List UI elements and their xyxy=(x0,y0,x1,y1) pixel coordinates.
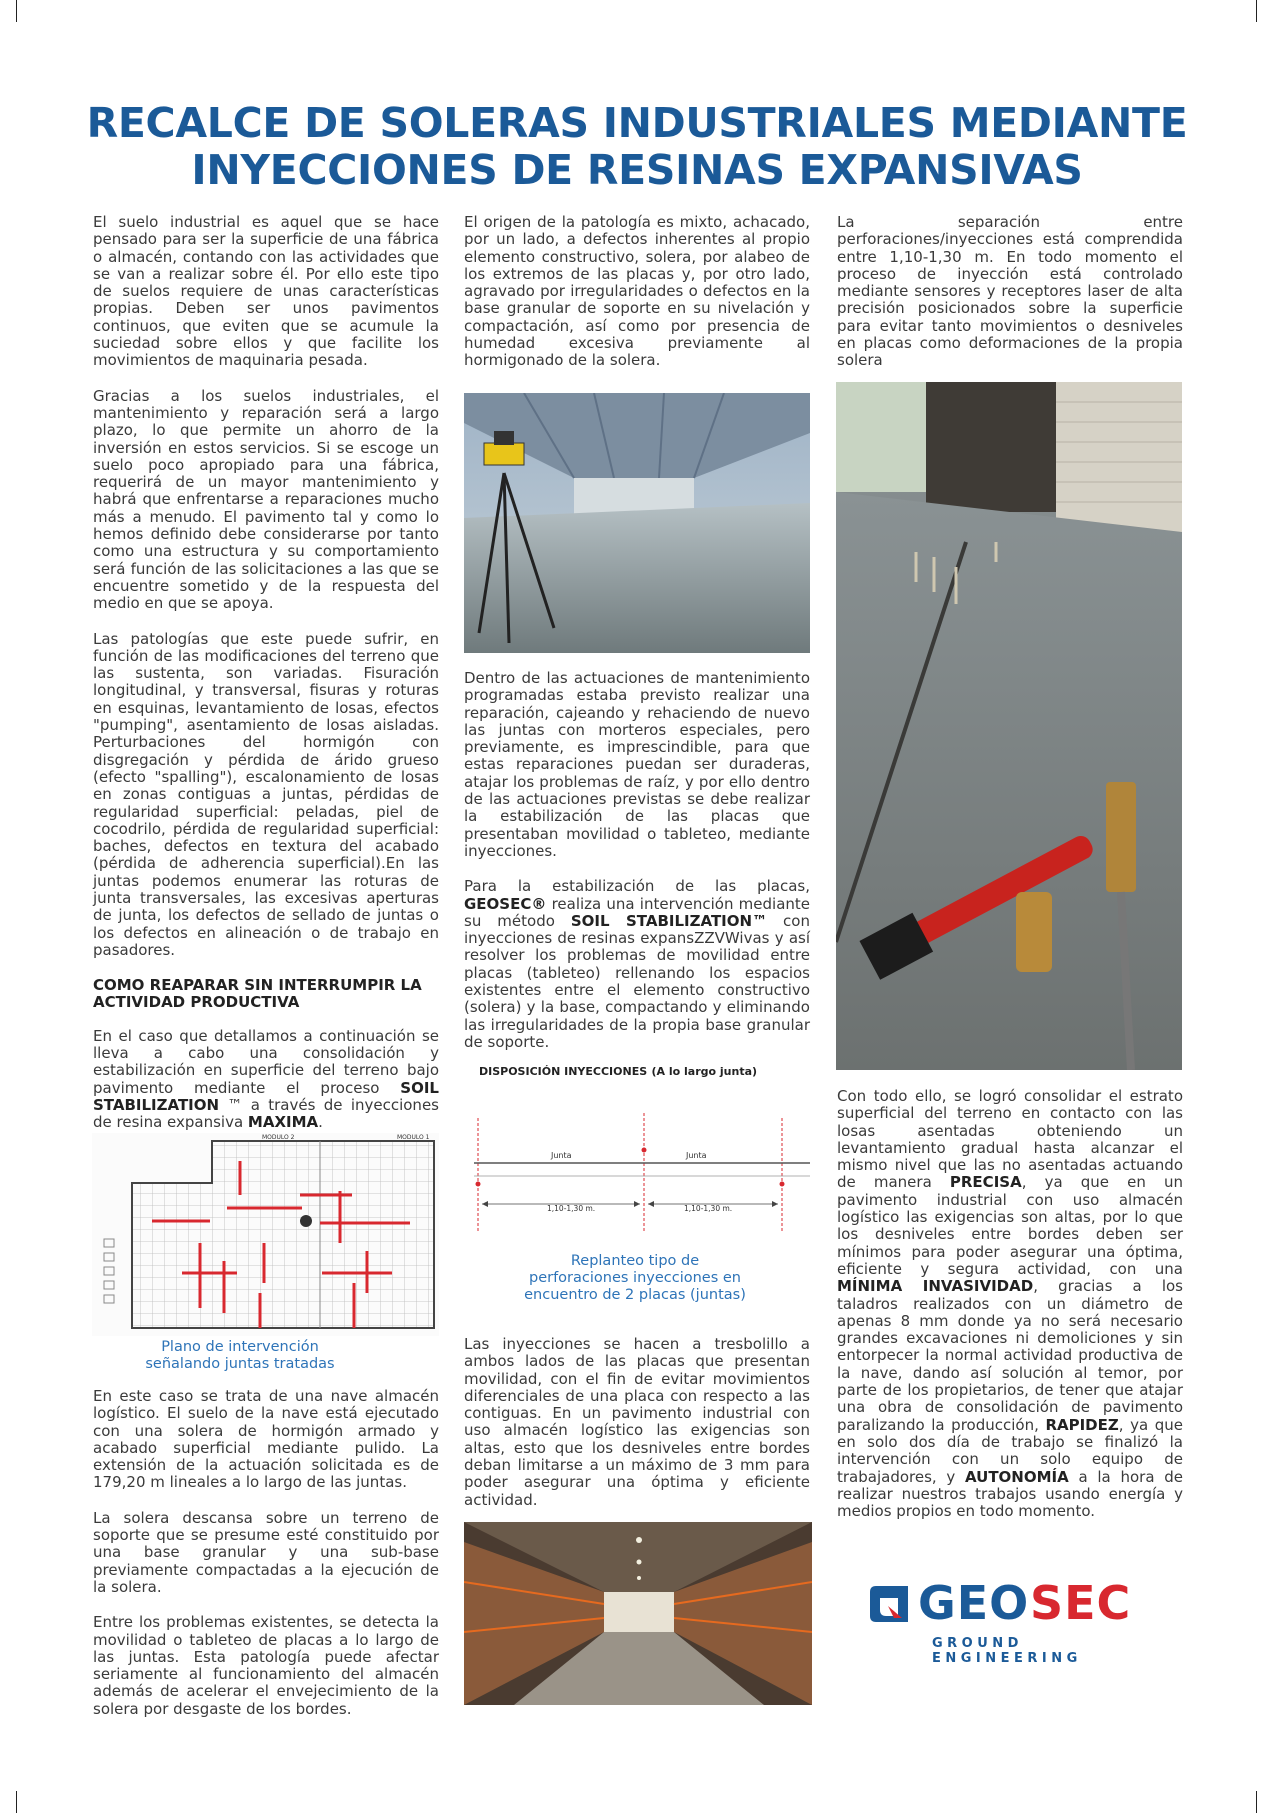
crop-mark xyxy=(16,0,17,22)
column-2-middle xyxy=(464,670,810,1069)
paragraph: Las inyecciones se hacen a tresbolillo a ambos lados de las placas que presentan movilidad, con el fin de evitar movimientos diferenciales de una placa con respecto a las contiguas. En un pavimento industrial con uso almacén logístico las exigencias son altas, esto que los desniveles entre bordes deban limitarse a un máximo de 3 mm para poder asegurar una óptima y eficiente actividad. xyxy=(464,1335,810,1509)
diagram-caption: Replanteo tipo de perforaciones inyecciones en encuentro de 2 placas (juntas) xyxy=(524,1253,746,1303)
spacing-label: 1,10-1,30 m. xyxy=(547,1204,596,1213)
crop-mark xyxy=(1256,1791,1257,1813)
floor-plan-drawing xyxy=(92,1133,439,1336)
geosec-logo xyxy=(868,1576,1168,1666)
paragraph: Para la estabilización de las placas, GEOSEC® realiza una intervención mediante su método SOIL STABILIZATION™ con inyecciones de resinas expansZZVWivas y así resolver los problemas de movilidad entre placas (tableteo) rellenando los espacios existentes entre el elemento constructivo (solera) y la base, compactando y eliminando las irregularidades de la propia base granular de soporte. xyxy=(464,877,810,1051)
paragraph: Dentro de las actuaciones de mantenimiento programadas estaba previsto realizar una reparación, cajeando y rehaciendo de nuevo las juntas con morteros especiales, pero previamente, es imprescindible, para que estas reparaciones puedan ser duraderas, atajar los problemas de raíz, y por ello dentro de las actuaciones previstas se debe realizar la estabilización de las placas que presentaban movilidad o tableteo, mediante inyecciones. xyxy=(464,669,810,860)
title-line-1: RECALCE DE SOLERAS INDUSTRIALES MEDIANTE xyxy=(86,99,1188,147)
paragraph: Gracias a los suelos industriales, el mantenimiento y reparación será a largo plazo, lo que permite un ahorro de la inversión en estos servicios. Si se escoge un suelo poco apropiado para una fábrica, requerirá de un mayor mantenimiento y habrá que enfrentarse a reparaciones mucho más a menudo. El pavimento tal y como lo hemos definido debe considerarse por tanto como una estructura y su comportamiento será función de las solicitaciones a las que se encuentre sometido y de la respuesta del medio en que se apoya. xyxy=(93,386,439,613)
crop-mark xyxy=(1256,0,1257,22)
pillar-marker xyxy=(300,1215,312,1227)
paragraph: Entre los problemas existentes, se detecta la movilidad o tableteo de placas a lo largo de las juntas. Esta patología puede afectar seriamente al funcionamiento del almacén además de acelerar el envejecimiento de la solera por desgaste de los bordes. xyxy=(93,1613,439,1718)
column-2-bottom xyxy=(464,1336,810,1527)
floor-injection-photo xyxy=(836,382,1182,1070)
junta-label: Junta xyxy=(551,1151,572,1160)
column-3-bottom xyxy=(837,1088,1183,1538)
paragraph: Con todo ello, se logró consolidar el estrato superficial del terreno en contacto con las losas asentadas obteniendo un levantamiento gradual hasta alcanzar el mismo nivel que las no asentadas actuando de manera PRECISA, ya que en un pavimento industrial con uso almacén logístico las exigencias son altas, por lo que los desniveles entre bordes deben ser mínimos para poder asegurar una óptima, eficiente y segura actividad, con una MÍNIMA INVASIVIDAD, gracias a los taladros realizados con un diámetro de apenas 8 mm donde ya no será necesario grandes excavaciones ni demoliciones y sin entorpecer la normal actividad productiva de la nave, dando así solución al temor, por parte de los propietarios, de tener que atajar una obra de consolidación de pavimento paralizando la producción, RAPIDEZ, ya que en solo dos día de trabajo se finalizó la intervención con un solo equipo de trabajadores, y AUTONOMÍA a la hora de realizar nuestros trabajos usando energía y medios propios en todo momento. xyxy=(837,1087,1183,1521)
floor-plan-image xyxy=(92,1133,439,1336)
logo-sec: SEC xyxy=(1030,1576,1132,1630)
warehouse-racks-photo xyxy=(464,1522,812,1705)
paragraph: La solera descansa sobre un terreno de soporte que se presume esté constituido por una base granular y una sub-base previamente compactadas a la ejecución de la solera. xyxy=(93,1508,439,1596)
column-1-lower xyxy=(93,1388,439,1736)
paragraph: En este caso se trata de una nave almacén logístico. El suelo de la nave está ejecutado con una solera de hormigón armado y acabado superficial mediante pulido. La extensión de la actuación solicitada es de 179,20 m lineales a lo largo de las juntas. xyxy=(93,1387,439,1492)
geosec-logo-mark xyxy=(868,1582,914,1628)
title-line-2: INYECCIONES DE RESINAS EXPANSIVAS xyxy=(191,146,1083,194)
laser-level-photo xyxy=(464,393,810,653)
column-2-top xyxy=(464,214,810,388)
spacing-label: 1,10-1,30 m. xyxy=(684,1204,733,1213)
plan-caption: Plano de intervención señalando juntas tratadas xyxy=(145,1339,335,1372)
paragraph: El origen de la patología es mixto, achacado, por un lado, a defectos inherentes al propio elemento constructivo, solera, por alabeo de los extremos de las placas y, por otro lado, agravado por irregularidades o defectos en la base granular de soporte en su nivelación y compactación, así como por presencia de humedad excesiva previamente al hormigonado de la solera. xyxy=(464,213,810,370)
page-title xyxy=(60,100,1214,194)
module-1-label: MODULO 1 xyxy=(397,1134,430,1141)
logo-tagline: GROUND ENGINEERING xyxy=(932,1636,1082,1666)
paragraph: Las patologías que este puede sufrir, en función de las modificaciones del terreno que las sustenta, son variadas. Fisuración longitudinal, y transversal, fisuras y roturas en esquinas, levantamiento de losas, efectos "pumping", asentamiento de losas aisladas. Perturbaciones del hormigón con disgregación y pérdida de árido grueso (efecto "spalling"), escalonamiento de losas en zonas contiguas a juntas, pérdidas de regularidad superficial: peladas, piel de cocodrilo, pérdida de regularidad superficial: baches, defectos en textura del acabado (pérdida de adherencia superficial).En las juntas podemos enumerar las roturas de junta transversales, las excesivas aperturas de junta, los defectos de sellado de juntas o los defectos en alineación o de trabajo en pasadores. xyxy=(93,629,439,959)
crop-mark xyxy=(16,1791,17,1813)
section-heading: COMO REAPARAR SIN INTERRUMPIR LA ACTIVIDAD PRODUCTIVA xyxy=(93,976,422,1012)
column-1 xyxy=(93,214,439,1136)
module-2-label: MODULO 2 xyxy=(262,1134,295,1141)
injection-diagram xyxy=(474,1108,810,1238)
paragraph: La separación entre perforaciones/inyecciones está comprendida entre 1,10-1,30 m. En todo momento el proceso de inyección está controlado mediante sensores y receptores laser de alta precisión posicionados sobre la superficie para evitar tanto movimientos o desniveles en placas como deformaciones de la propia solera xyxy=(837,213,1183,370)
diagram-title: DISPOSICIÓN INYECCIONES (A lo largo junta) xyxy=(479,1065,758,1078)
junta-label: Junta xyxy=(686,1151,707,1160)
logo-geo: GEO xyxy=(918,1576,1030,1630)
paragraph: En el caso que detallamos a continuación se lleva a cabo una consolidación y estabilización en superficie del terreno bajo pavimento mediante el proceso SOIL STABILIZATION ™ a través de inyecciones de resina expansiva MAXIMA. xyxy=(93,1026,439,1132)
column-3-top xyxy=(837,214,1183,388)
paragraph: El suelo industrial es aquel que se hace pensado para ser la superficie de una fábrica o almacén, contando con las actividades que se van a realizar sobre él. Por ello este tipo de suelos requiere de unas características propias. Deben ser unos pavimentos continuos, que eviten que se acumule la suciedad sobre ellos y que facilite los movimientos de maquinaria pesada. xyxy=(93,213,439,370)
